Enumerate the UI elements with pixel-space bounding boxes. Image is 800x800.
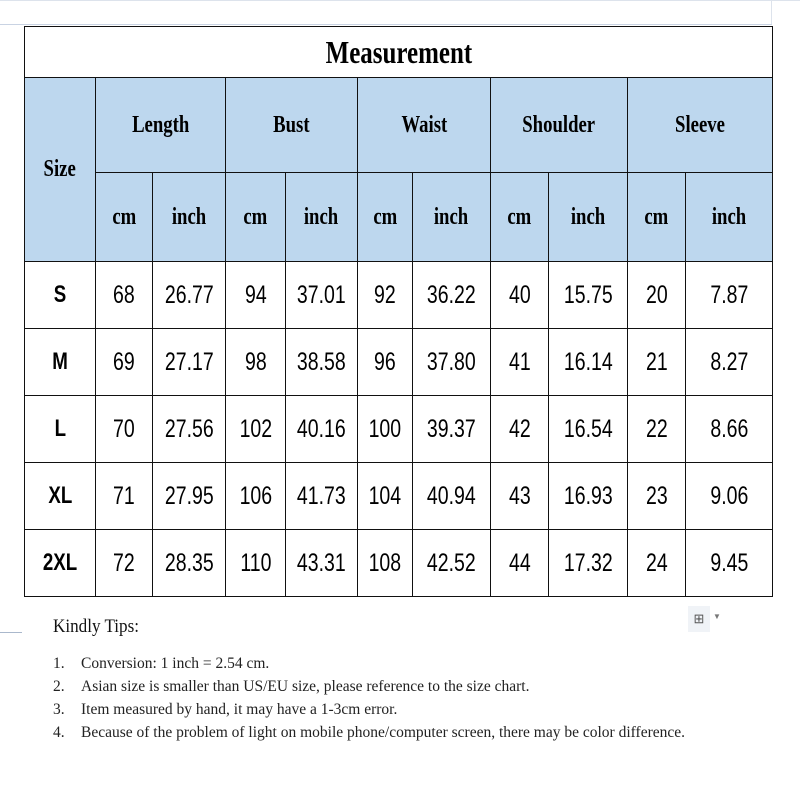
unit-header-text: inch: [171, 203, 207, 230]
value-cell-text: 26.77: [164, 280, 214, 309]
group-header-text: Length: [131, 111, 190, 138]
table-row: [25, 396, 773, 463]
value-cell: [413, 262, 491, 329]
value-cell: [226, 262, 286, 329]
tip-item: [53, 652, 733, 675]
value-cell-text: 22: [645, 414, 668, 443]
value-cell: [686, 396, 773, 463]
table-row: [25, 463, 773, 530]
value-cell-text: 40: [508, 280, 531, 309]
value-cell-text: 37.01: [297, 280, 346, 309]
value-cell: [96, 396, 153, 463]
value-cell-text: 9.45: [710, 548, 749, 577]
value-cell-text: 102: [239, 414, 272, 443]
chevron-down-icon[interactable]: ▼: [713, 612, 721, 621]
unit-header-inch: [686, 173, 773, 262]
value-cell: [226, 530, 286, 597]
value-cell-text: 24: [645, 548, 668, 577]
value-cell: [226, 396, 286, 463]
unit-header-text: cm: [507, 203, 532, 230]
value-cell: [628, 396, 686, 463]
unit-header-text: cm: [644, 203, 669, 230]
value-cell: [549, 530, 628, 597]
value-cell: [153, 396, 226, 463]
value-cell: [413, 463, 491, 530]
value-cell-text: 21: [645, 347, 668, 376]
tips-title: [53, 616, 149, 638]
group-header-sleeve: [628, 78, 773, 173]
value-cell: [686, 463, 773, 530]
value-cell: [491, 530, 549, 597]
value-cell: [358, 463, 413, 530]
value-cell: [686, 262, 773, 329]
unit-header-text: inch: [570, 203, 606, 230]
table-title: [25, 27, 773, 78]
unit-header-text: cm: [373, 203, 397, 230]
value-cell: [358, 262, 413, 329]
size-cell: [25, 396, 96, 463]
value-cell-text: 100: [368, 414, 402, 443]
size-table: [24, 26, 773, 597]
value-cell-text: 41: [508, 347, 531, 376]
tip-number: 2.: [53, 678, 65, 695]
tip-text: Item measured by hand, it may have a 1-3cm error.: [81, 701, 398, 718]
value-cell-text: 96: [374, 347, 396, 376]
value-cell-text: 98: [244, 347, 267, 376]
value-cell-text: 69: [113, 347, 135, 376]
value-cell: [153, 530, 226, 597]
value-cell: [286, 463, 358, 530]
value-cell: [226, 463, 286, 530]
value-cell: [628, 530, 686, 597]
value-cell-text: 7.87: [710, 280, 749, 309]
value-cell: [628, 463, 686, 530]
tip-number: 4.: [53, 724, 65, 741]
unit-header-text: cm: [243, 203, 268, 230]
value-cell: [549, 396, 628, 463]
value-cell: [686, 329, 773, 396]
value-cell-text: 15.75: [563, 280, 613, 309]
size-cell: [25, 530, 96, 597]
group-header-text: Waist: [401, 111, 447, 138]
page-edge: [0, 0, 800, 1]
value-cell-text: 8.27: [710, 347, 749, 376]
value-cell-text: 38.58: [297, 347, 346, 376]
group-header-text: Sleeve: [675, 111, 725, 138]
value-cell-text: 43.31: [297, 548, 346, 577]
value-cell: [549, 463, 628, 530]
tip-number: 3.: [53, 701, 65, 718]
value-cell: [153, 262, 226, 329]
value-cell-text: 106: [239, 481, 272, 510]
tip-item: [53, 698, 733, 721]
value-cell-text: 28.35: [164, 548, 214, 577]
value-cell-text: 27.95: [164, 481, 214, 510]
size-cell: [25, 329, 96, 396]
table-row: [25, 530, 773, 597]
value-cell: [491, 396, 549, 463]
size-cell-text: L: [54, 415, 66, 442]
unit-header-cm: [226, 173, 286, 262]
value-cell-text: 42: [508, 414, 531, 443]
value-cell: [413, 530, 491, 597]
value-cell: [413, 396, 491, 463]
group-header-shoulder: [491, 78, 628, 173]
size-header-text: Size: [43, 156, 77, 182]
unit-header-inch: [413, 173, 491, 262]
size-header: [25, 78, 96, 262]
table-title-text: Measurement: [325, 33, 472, 70]
size-cell: [25, 463, 96, 530]
value-cell: [491, 262, 549, 329]
size-cell-text: M: [52, 348, 68, 375]
group-header-length: [96, 78, 226, 173]
value-cell-text: 16.93: [563, 481, 613, 510]
value-cell-text: 92: [374, 280, 396, 309]
tip-number: 1.: [53, 655, 65, 672]
value-cell-text: 94: [244, 280, 267, 309]
page-edge-right: [771, 0, 772, 24]
value-cell: [96, 463, 153, 530]
size-cell-text: XL: [48, 482, 72, 509]
value-cell-text: 42.52: [427, 548, 476, 577]
unit-header-inch: [549, 173, 628, 262]
value-cell-text: 68: [113, 280, 135, 309]
table-row: [25, 262, 773, 329]
value-cell-text: 41.73: [297, 481, 346, 510]
value-cell: [686, 530, 773, 597]
size-cell: [25, 262, 96, 329]
value-cell: [628, 262, 686, 329]
value-cell-text: 72: [113, 548, 135, 577]
value-cell-text: 39.37: [427, 414, 476, 443]
value-cell-text: 8.66: [710, 414, 749, 443]
value-cell-text: 16.14: [563, 347, 613, 376]
value-cell-text: 23: [645, 481, 668, 510]
tip-text: Asian size is smaller than US/EU size, please reference to the size chart.: [81, 678, 530, 695]
unit-header-text: cm: [112, 203, 136, 230]
value-cell-text: 43: [508, 481, 531, 510]
value-cell: [413, 329, 491, 396]
value-cell: [491, 329, 549, 396]
page-divider: [0, 24, 772, 25]
tip-item: [53, 721, 733, 744]
group-header-bust: [226, 78, 358, 173]
value-cell: [96, 329, 153, 396]
group-header-text: Shoulder: [522, 111, 596, 138]
value-cell: [549, 262, 628, 329]
tip-text: Conversion: 1 inch = 2.54 cm.: [81, 655, 270, 672]
group-header-text: Bust: [273, 111, 310, 138]
value-cell-text: 71: [113, 481, 135, 510]
value-cell-text: 40.94: [427, 481, 476, 510]
value-cell: [153, 329, 226, 396]
unit-header-text: inch: [711, 203, 747, 230]
size-cell-text: 2XL: [42, 549, 78, 576]
tip-text: Because of the problem of light on mobile phone/computer screen, there may be color difference.: [81, 724, 685, 741]
value-cell: [96, 262, 153, 329]
unit-header-cm: [491, 173, 549, 262]
value-cell-text: 108: [368, 548, 402, 577]
value-cell: [628, 329, 686, 396]
margin-marker: [0, 632, 22, 633]
unit-header-cm: [628, 173, 686, 262]
value-cell-text: 27.56: [164, 414, 214, 443]
table-row: [25, 329, 773, 396]
value-cell-text: 104: [368, 481, 402, 510]
value-cell: [153, 463, 226, 530]
unit-header-cm: [358, 173, 413, 262]
value-cell: [286, 262, 358, 329]
layout-options-icon[interactable]: ⊞: [688, 606, 710, 632]
unit-header-inch: [153, 173, 226, 262]
value-cell: [286, 329, 358, 396]
tip-item: [53, 675, 733, 698]
unit-header-cm: [96, 173, 153, 262]
unit-header-inch: [286, 173, 358, 262]
value-cell-text: 37.80: [427, 347, 476, 376]
value-cell: [358, 396, 413, 463]
value-cell-text: 17.32: [563, 548, 613, 577]
value-cell-text: 36.22: [427, 280, 476, 309]
tips-list: [53, 652, 733, 744]
value-cell: [96, 530, 153, 597]
value-cell: [358, 530, 413, 597]
value-cell: [286, 396, 358, 463]
value-cell-text: 44: [508, 548, 531, 577]
value-cell-text: 27.17: [164, 347, 214, 376]
value-cell-text: 9.06: [710, 481, 749, 510]
value-cell: [549, 329, 628, 396]
value-cell-text: 70: [113, 414, 135, 443]
value-cell-text: 40.16: [297, 414, 346, 443]
value-cell-text: 16.54: [563, 414, 613, 443]
value-cell: [358, 329, 413, 396]
tips-title-text: Kindly Tips:: [53, 616, 140, 637]
unit-header-text: inch: [434, 203, 469, 230]
value-cell: [286, 530, 358, 597]
value-cell: [491, 463, 549, 530]
size-cell-text: S: [53, 281, 67, 308]
group-header-waist: [358, 78, 491, 173]
value-cell-text: 110: [239, 548, 272, 577]
value-cell-text: 20: [645, 280, 668, 309]
value-cell: [226, 329, 286, 396]
unit-header-text: inch: [304, 203, 339, 230]
